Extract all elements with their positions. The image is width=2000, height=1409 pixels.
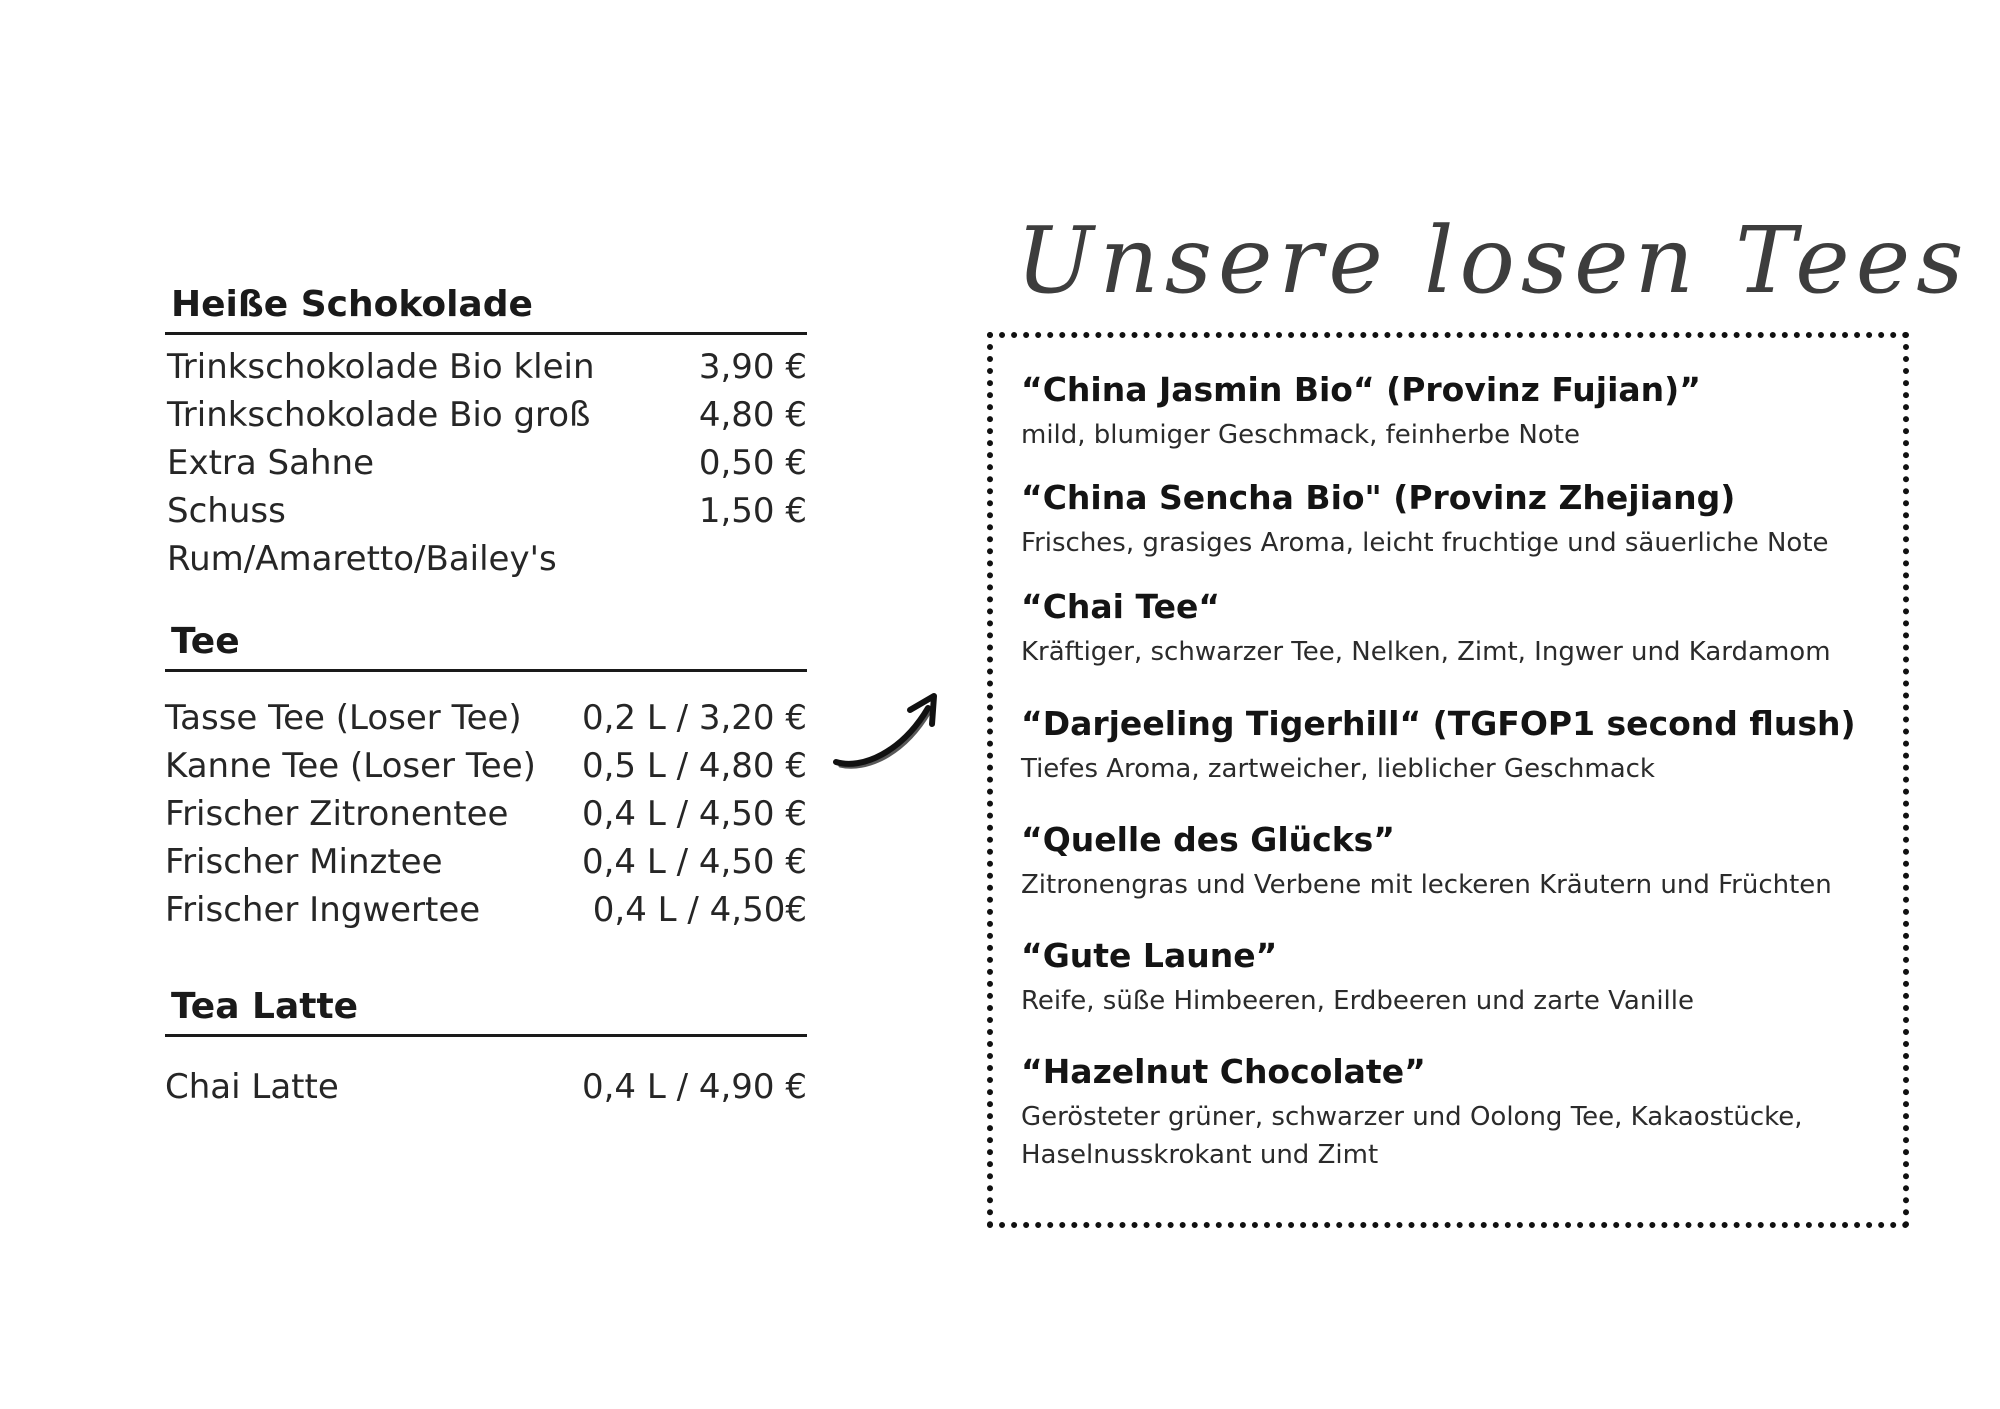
- tea-name: “Quelle des Glücks”: [1021, 820, 1395, 859]
- tea-description: mild, blumiger Geschmack, feinherbe Note: [1021, 420, 1580, 450]
- tea-name: “China Sencha Bio" (Provinz Zhejiang): [1021, 478, 1736, 517]
- item-price: 0,4 L / 4,90 €: [581, 1067, 807, 1108]
- menu-item: [165, 742, 807, 790]
- item-price: 0,4 L / 4,50 €: [581, 794, 807, 835]
- section-heading: Heiße Schokolade: [165, 283, 807, 335]
- tea-list-title-text: Unsere losen Tees: [1016, 207, 1970, 314]
- item-name: Kanne Tee (Loser Tee): [165, 746, 536, 787]
- menu-item: [165, 1063, 807, 1111]
- menu-item: [165, 838, 807, 886]
- tea-description: Gerösteter grüner, schwarzer und Oolong Tee, Kakaostücke, Haselnusskrokant und Zimt: [1021, 1102, 1803, 1170]
- section-tea-latte: [165, 985, 807, 1111]
- tea-entry: [1021, 818, 1901, 904]
- section-heading: Tea Latte: [165, 985, 807, 1037]
- item-price: 1,50 €: [698, 491, 807, 532]
- item-price: 0,50 €: [698, 443, 807, 484]
- menu-item: [165, 886, 807, 934]
- item-name: Schuss: [167, 491, 286, 532]
- menu-item: [167, 391, 807, 439]
- menu-list: [165, 1063, 807, 1111]
- section-tea: [165, 620, 807, 934]
- tea-name: “Chai Tee“: [1021, 587, 1221, 626]
- tea-entry: [1021, 585, 1901, 671]
- loose-tea-box: [987, 332, 1909, 1228]
- tea-description: Kräftiger, schwarzer Tee, Nelken, Zimt, Ingwer und Kardamom: [1021, 637, 1831, 667]
- item-name: Trinkschokolade Bio groß: [167, 395, 591, 436]
- menu-item: [165, 694, 807, 742]
- tea-name: “China Jasmin Bio“ (Provinz Fujian)”: [1021, 370, 1701, 409]
- menu-item: [165, 790, 807, 838]
- item-name: Extra Sahne: [167, 443, 374, 484]
- item-name: Frischer Ingwertee: [165, 890, 481, 931]
- item-name: Frischer Zitronentee: [165, 794, 509, 835]
- menu-list: [165, 343, 807, 583]
- item-price: 0,2 L / 3,20 €: [581, 698, 807, 739]
- tea-description: Tiefes Aroma, zartweicher, lieblicher Geschmack: [1021, 754, 1655, 784]
- tea-entry: [1021, 1050, 1901, 1174]
- tea-entry: [1021, 934, 1901, 1020]
- item-price: 3,90 €: [698, 347, 807, 388]
- curved-arrow-icon: [832, 686, 942, 778]
- menu-item: [167, 343, 807, 391]
- item-extra-line: Rum/Amaretto/Bailey's: [167, 539, 557, 580]
- menu-list: [165, 694, 807, 934]
- item-price: 0,4 L / 4,50 €: [581, 842, 807, 883]
- menu-item: [167, 487, 807, 535]
- section-hot-chocolate: [165, 283, 807, 583]
- item-price: 0,4 L / 4,50€: [592, 890, 807, 931]
- item-name: Frischer Minztee: [165, 842, 443, 883]
- tea-name: “Gute Laune”: [1021, 936, 1278, 975]
- item-name: Trinkschokolade Bio klein: [167, 347, 595, 388]
- menu-item: [167, 439, 807, 487]
- tea-name: “Hazelnut Chocolate”: [1021, 1052, 1426, 1091]
- tea-description: Frisches, grasiges Aroma, leicht fruchtige und säuerliche Note: [1021, 528, 1829, 558]
- tea-name: “Darjeeling Tigerhill“ (TGFOP1 second flush): [1021, 704, 1856, 743]
- item-price: 4,80 €: [698, 395, 807, 436]
- tea-description: Zitronengras und Verbene mit leckeren Kräutern und Früchten: [1021, 870, 1832, 900]
- tea-entry: [1021, 702, 1901, 788]
- section-heading: Tee: [165, 620, 807, 672]
- tea-entry: [1021, 476, 1901, 562]
- item-price: 0,5 L / 4,80 €: [581, 746, 807, 787]
- item-name: Chai Latte: [165, 1067, 339, 1108]
- item-name: Tasse Tee (Loser Tee): [165, 698, 522, 739]
- tea-list-title: [1012, 192, 1970, 332]
- tea-entry: [1021, 368, 1901, 454]
- tea-description: Reife, süße Himbeeren, Erdbeeren und zarte Vanille: [1021, 986, 1694, 1016]
